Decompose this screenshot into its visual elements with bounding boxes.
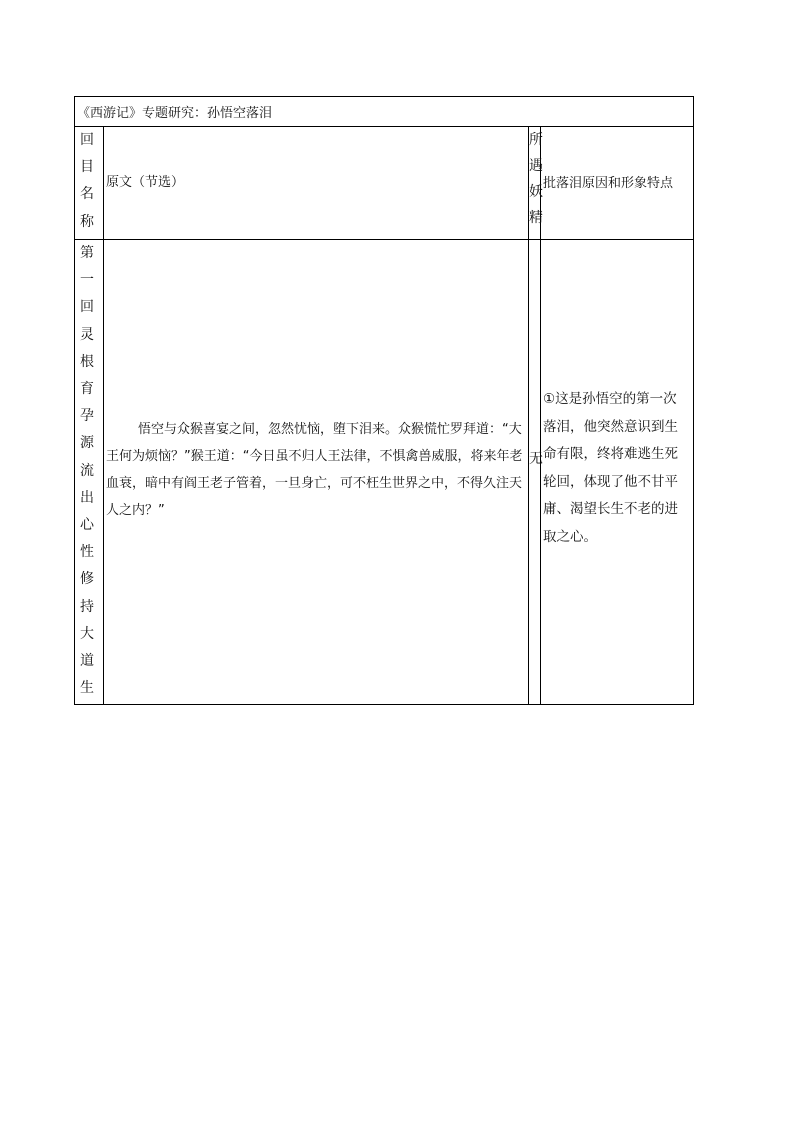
- table-header-row: [75, 127, 693, 240]
- original-text-excerpt: 悟空与众猴喜宴之间，忽然忧恼，堕下泪来。众猴慌忙罗拜道：“大王何为烦恼？”猴王道：“今日虽不归人王法律，不惧禽兽威服，将来年老血衰，暗中有阎王老子管着，一旦身亡，可不枉生世界之中，不得久注天人之内？”: [106, 422, 523, 518]
- demon-cell: [529, 240, 541, 704]
- header-cell-demon: [529, 127, 541, 239]
- table-row: [75, 240, 693, 704]
- header-analysis-label: 批落泪原因和形象特点: [543, 176, 674, 191]
- header-cell-original-text: [104, 127, 529, 239]
- header-demon-label: 所遇妖精: [529, 132, 543, 226]
- chapter-name: 第一回灵根育孕源流出心性修持大道生: [80, 245, 94, 697]
- demon-value: 无: [529, 451, 543, 467]
- header-chapter-name-label: 回目名称: [80, 132, 94, 230]
- header-cell-chapter-name: [75, 127, 104, 239]
- chapter-name-cell: [75, 240, 104, 704]
- table-title: 《西游记》专题研究：孙悟空落泪: [77, 106, 273, 121]
- analysis-text: ①这是孙悟空的第一次落泪，他突然意识到生命有限，终将难逃生死轮回，体现了他不甘平庸、渴望长生不老的进取之心。: [543, 391, 678, 545]
- study-table: [74, 96, 694, 705]
- table-title-row: [75, 97, 693, 127]
- original-text-cell: [104, 240, 529, 704]
- header-cell-analysis: [541, 127, 693, 239]
- analysis-cell: [541, 240, 693, 704]
- header-original-text-label: 原文（节选）: [106, 175, 185, 190]
